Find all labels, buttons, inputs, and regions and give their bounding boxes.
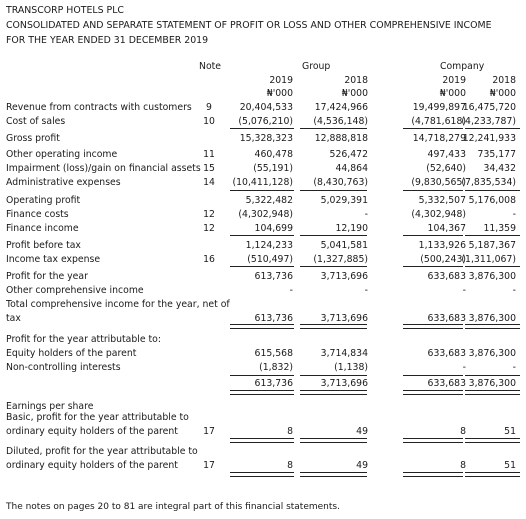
single-rule	[465, 190, 520, 191]
year-header-group-2018: 2018	[344, 75, 368, 86]
row-label: Revenue from contracts with customers	[6, 102, 192, 113]
row-value: (1,311,067)	[461, 254, 516, 265]
double-rule	[465, 390, 520, 395]
table-row	[0, 240, 526, 254]
double-rule	[300, 390, 367, 395]
row-note: 14	[203, 177, 215, 188]
row-value: 5,029,391	[320, 195, 368, 206]
row-value: -	[512, 285, 516, 296]
row-label: tax	[6, 313, 21, 324]
row-value: 497,433	[427, 149, 466, 160]
single-rule	[403, 235, 463, 236]
row-label: ordinary equity holders of the parent	[6, 426, 178, 437]
row-value: 613,736	[254, 271, 293, 282]
row-note: 10	[203, 116, 215, 127]
row-value: 526,472	[329, 149, 368, 160]
row-note: 9	[206, 102, 212, 113]
row-value: 613,736	[254, 378, 293, 389]
row-label: Income tax expense	[6, 254, 101, 265]
row-value: 8	[287, 460, 293, 471]
row-note: 17	[203, 426, 215, 437]
row-value: 3,876,300	[468, 378, 516, 389]
single-rule	[403, 266, 463, 267]
row-note: 15	[203, 163, 215, 174]
double-rule	[403, 390, 463, 395]
table-row	[0, 285, 526, 299]
double-rule	[230, 390, 294, 395]
row-value: 1,124,233	[245, 240, 293, 251]
single-rule	[300, 375, 367, 376]
row-value: (500,243)	[420, 254, 466, 265]
row-label: Operating profit	[6, 195, 81, 206]
currency-header-company-2019: ₦'000	[439, 88, 466, 99]
row-value: 5,332,507	[418, 195, 466, 206]
currency-header-company-2018: ₦'000	[489, 88, 516, 99]
table-row	[0, 412, 526, 426]
row-value: 19,499,897	[412, 102, 466, 113]
single-rule	[403, 128, 463, 129]
row-note: 17	[203, 460, 215, 471]
row-value: 16,475,720	[462, 102, 516, 113]
row-value: 15,328,323	[239, 133, 293, 144]
statement-title: CONSOLIDATED AND SEPARATE STATEMENT OF PROFIT OR LOSS AND OTHER COMPREHENSIVE INCOME	[6, 20, 492, 31]
row-value: 3,876,300	[468, 348, 516, 359]
row-value: (1,832)	[259, 362, 293, 373]
single-rule	[465, 235, 520, 236]
currency-header-group-2018: ₦'000	[341, 88, 368, 99]
row-value: 633,683	[427, 348, 466, 359]
row-value: 3,713,696	[320, 271, 368, 282]
row-value: -	[364, 209, 368, 220]
row-value: (4,536,148)	[313, 116, 368, 127]
row-value: 49	[356, 460, 368, 471]
row-value: (9,830,565)	[411, 177, 466, 188]
double-rule	[465, 438, 520, 443]
row-value: 1,133,926	[418, 240, 466, 251]
double-rule	[403, 324, 463, 329]
row-value: (1,138)	[334, 362, 368, 373]
single-rule	[300, 128, 367, 129]
row-value: 14,718,279	[412, 133, 466, 144]
row-value: -	[462, 285, 466, 296]
single-rule	[465, 266, 520, 267]
table-row	[0, 271, 526, 285]
row-label: Gross profit	[6, 133, 60, 144]
row-label: Impairment (loss)/gain on financial assets	[6, 163, 201, 174]
single-rule	[230, 235, 294, 236]
footer-note: The notes on pages 20 to 81 are integral part of this financial statements.	[6, 502, 340, 512]
note-column-header: Note	[199, 61, 222, 72]
row-value: 51	[504, 426, 516, 437]
row-value: 12,241,933	[462, 133, 516, 144]
row-value: 3,714,834	[320, 348, 368, 359]
row-value: (4,781,618)	[411, 116, 466, 127]
row-label: ordinary equity holders of the parent	[6, 460, 178, 471]
row-value: (4,302,948)	[411, 209, 466, 220]
row-value: 5,041,581	[320, 240, 368, 251]
single-rule	[230, 266, 294, 267]
single-rule	[300, 190, 367, 191]
row-value: 8	[460, 460, 466, 471]
row-value: -	[289, 285, 293, 296]
row-value: 8	[287, 426, 293, 437]
row-value: 633,683	[427, 313, 466, 324]
row-value: (8,430,763)	[313, 177, 368, 188]
row-note: 12	[203, 209, 215, 220]
table-row	[0, 163, 526, 177]
table-row	[0, 362, 526, 376]
row-label: Other operating income	[6, 149, 118, 160]
year-header-company-2019: 2019	[442, 75, 466, 86]
row-value: (52,640)	[426, 163, 466, 174]
double-rule	[300, 472, 367, 477]
row-note: 11	[203, 149, 215, 160]
row-value: (4,302,948)	[238, 209, 293, 220]
double-rule	[230, 324, 294, 329]
row-label: Basic, profit for the year attributable to	[6, 412, 189, 423]
row-value: (55,191)	[253, 163, 293, 174]
row-label: Non-controlling interests	[6, 362, 121, 373]
double-rule	[300, 324, 367, 329]
row-value: 51	[504, 460, 516, 471]
row-value: 735,177	[477, 149, 516, 160]
table-row	[0, 149, 526, 163]
table-row	[0, 334, 526, 348]
table-row	[0, 102, 526, 116]
row-value: 613,736	[254, 313, 293, 324]
row-value: 20,404,533	[239, 102, 293, 113]
row-value: 5,322,482	[245, 195, 293, 206]
year-header-group-2019: 2019	[269, 75, 293, 86]
row-value: -	[512, 362, 516, 373]
row-note: 12	[203, 223, 215, 234]
row-label: Administrative expenses	[6, 177, 121, 188]
table-row	[0, 177, 526, 191]
row-label: Total comprehensive income for the year, net of	[6, 299, 230, 310]
row-value: (5,076,210)	[238, 116, 293, 127]
row-value: -	[512, 209, 516, 220]
row-value: 44,864	[335, 163, 368, 174]
row-value: 34,432	[483, 163, 516, 174]
row-value: -	[364, 285, 368, 296]
row-value: (7,835,534)	[461, 177, 516, 188]
row-label: Equity holders of the parent	[6, 348, 137, 359]
double-rule	[403, 438, 463, 443]
row-label: Finance costs	[6, 209, 69, 220]
row-value: 3,876,300	[468, 271, 516, 282]
row-value: 633,683	[427, 271, 466, 282]
group-column-header: Group	[302, 61, 331, 72]
row-value: 11,359	[483, 223, 516, 234]
row-value: 17,424,966	[314, 102, 368, 113]
double-rule	[230, 438, 294, 443]
double-rule	[403, 472, 463, 477]
row-value: 12,190	[335, 223, 368, 234]
row-label: Earnings per share	[6, 401, 94, 412]
single-rule	[403, 190, 463, 191]
single-rule	[230, 375, 294, 376]
row-value: 633,683	[427, 378, 466, 389]
row-value: (1,327,885)	[313, 254, 368, 265]
row-value: 104,367	[427, 223, 466, 234]
table-row	[0, 348, 526, 362]
row-value: 615,568	[254, 348, 293, 359]
table-row	[0, 446, 526, 460]
single-rule	[465, 128, 520, 129]
double-rule	[300, 438, 367, 443]
row-value: 460,478	[254, 149, 293, 160]
row-value: 8	[460, 426, 466, 437]
row-value: (4,233,787)	[461, 116, 516, 127]
row-value: 3,713,696	[320, 313, 368, 324]
row-value: 104,699	[254, 223, 293, 234]
single-rule	[403, 375, 463, 376]
row-value: -	[462, 362, 466, 373]
statement-period: FOR THE YEAR ENDED 31 DECEMBER 2019	[6, 35, 209, 46]
row-value: 5,176,008	[468, 195, 516, 206]
single-rule	[300, 235, 367, 236]
row-value: 3,713,696	[320, 378, 368, 389]
double-rule	[230, 472, 294, 477]
single-rule	[230, 128, 294, 129]
row-value: (10,411,128)	[232, 177, 293, 188]
row-value: (510,497)	[247, 254, 293, 265]
table-row	[0, 195, 526, 209]
row-label: Diluted, profit for the year attributable to	[6, 446, 198, 457]
row-value: 49	[356, 426, 368, 437]
row-label: Profit for the year attributable to:	[6, 334, 162, 345]
row-label: Other comprehensive income	[6, 285, 144, 296]
year-header-company-2018: 2018	[492, 75, 516, 86]
single-rule	[300, 266, 367, 267]
table-row	[0, 133, 526, 147]
double-rule	[465, 472, 520, 477]
company-column-header: Company	[440, 61, 485, 72]
row-label: Profit before tax	[6, 240, 81, 251]
row-label: Finance income	[6, 223, 79, 234]
row-label: Profit for the year	[6, 271, 88, 282]
company-name: TRANSCORP HOTELS PLC	[6, 5, 124, 16]
row-note: 16	[203, 254, 215, 265]
row-value: 12,888,818	[314, 133, 368, 144]
currency-header-group-2019: ₦'000	[266, 88, 293, 99]
table-row	[0, 299, 526, 313]
row-value: 5,187,367	[468, 240, 516, 251]
table-row	[0, 209, 526, 223]
single-rule	[230, 190, 294, 191]
row-label: Cost of sales	[6, 116, 66, 127]
double-rule	[465, 324, 520, 329]
single-rule	[465, 375, 520, 376]
row-value: 3,876,300	[468, 313, 516, 324]
